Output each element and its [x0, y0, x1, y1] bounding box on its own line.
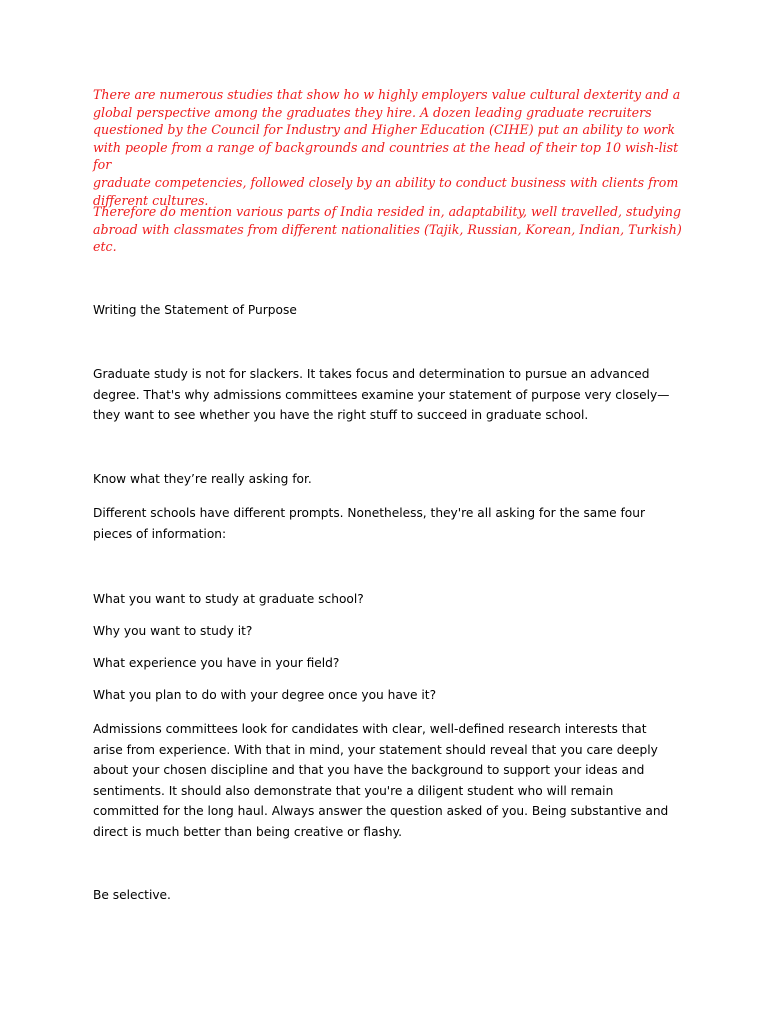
note-paragraph-india [93, 203, 693, 256]
text-line: direct is much better than being creative or flashy. [93, 824, 402, 839]
text-line: about your chosen discipline and that you have the background to support your ideas and [93, 763, 645, 777]
text-line: with people from a range of backgrounds and countries at the head of their top 10 wish-list for [93, 139, 679, 173]
text-line: graduate competencies, followed closely by an ability to conduct business with clients from [93, 174, 679, 190]
intro-paragraph [93, 364, 693, 426]
subheading-selective: Be selective. [93, 888, 171, 902]
text-line: questioned by the Council for Industry and Higher Education (CIHE) put an ability to work [93, 122, 675, 138]
text-line: Graduate study is not for slackers. It takes focus and determination to pursue an advanced [93, 367, 650, 381]
text-line: global perspective among the graduates they hire. A dozen leading graduate recruiters [93, 104, 652, 120]
subheading-know: Know what they’re really asking for. [93, 472, 312, 486]
question-why: Why you want to study it? [93, 624, 253, 638]
text-line: degree. That's why admissions committees examine your statement of purpose very closely— [93, 387, 670, 402]
question-experience: What experience you have in your field? [93, 656, 340, 670]
committee-paragraph [93, 719, 693, 842]
text-line: Admissions committees look for candidates with clear, well-defined research interests that [93, 722, 647, 736]
prompts-paragraph [93, 503, 693, 544]
question-plan: What you plan to do with your degree once you have it? [93, 688, 437, 702]
text-line: Therefore do mention various parts of India resided in, adaptability, well travelled, studying [93, 204, 682, 219]
text-line: pieces of information: [93, 526, 227, 541]
question-study: What you want to study at graduate school? [93, 592, 364, 606]
text-line: abroad with classmates from different nationalities (Tajik, Russian, Korean, Indian, Turkish) [93, 221, 682, 237]
text-line: committed for the long haul. Always answer the question asked of you. Being substantive and [93, 804, 669, 818]
text-line: arise from experience. With that in mind, your statement should reveal that you care deeply [93, 742, 658, 757]
text-line: they want to see whether you have the right stuff to succeed in graduate school. [93, 408, 589, 422]
text-line: Different schools have different prompts. Nonetheless, they're all asking for the same four [93, 506, 645, 520]
text-line: There are numerous studies that show ho w highly employers value cultural dexterity and a [93, 87, 681, 102]
text-line: different cultures. [93, 192, 209, 208]
section-heading: Writing the Statement of Purpose [93, 303, 297, 317]
note-paragraph-employers [93, 86, 693, 209]
text-line: etc. [93, 239, 117, 255]
text-line: sentiments. It should also demonstrate that you're a diligent student who will remain [93, 783, 614, 798]
